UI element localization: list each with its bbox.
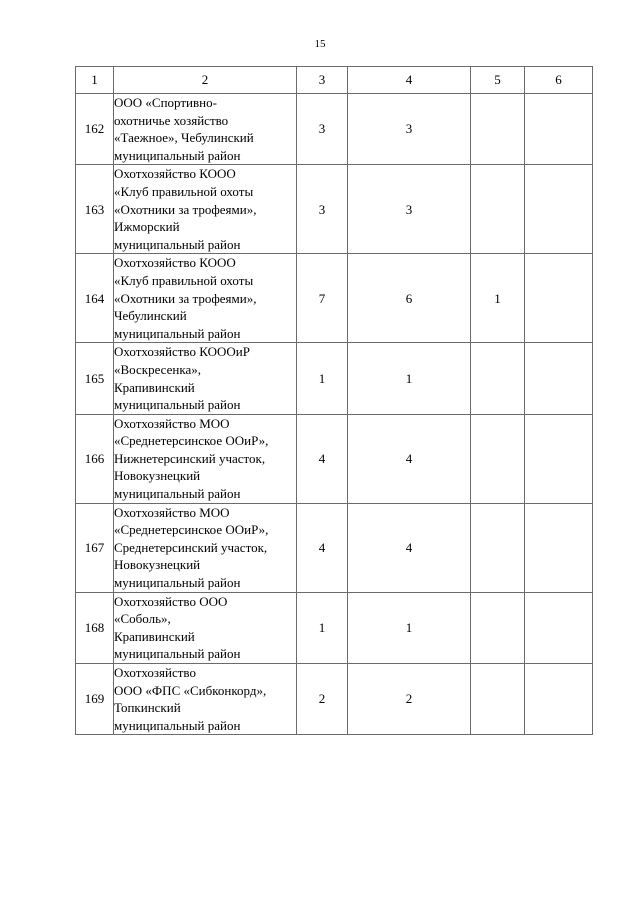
cell-col5 bbox=[471, 414, 525, 503]
cell-col3: 4 bbox=[297, 414, 348, 503]
table-row bbox=[76, 503, 593, 592]
row-number: 162 bbox=[76, 94, 114, 165]
row-number: 163 bbox=[76, 165, 114, 254]
farm-name: Охотхозяйство КОООиР «Воскресенка», Крапивинский муниципальный район bbox=[114, 343, 297, 414]
row-number: 169 bbox=[76, 664, 114, 735]
cell-col4: 6 bbox=[348, 254, 471, 343]
cell-col3: 1 bbox=[297, 343, 348, 414]
farm-name: Охотхозяйство КООО «Клуб правильной охоты «Охотники за трофеями», Чебулинский муниципальный район bbox=[114, 254, 297, 343]
cell-col5 bbox=[471, 664, 525, 735]
column-header: 4 bbox=[348, 67, 471, 94]
cell-col3: 3 bbox=[297, 94, 348, 165]
cell-col6 bbox=[525, 343, 593, 414]
cell-col3: 4 bbox=[297, 503, 348, 592]
row-number: 167 bbox=[76, 503, 114, 592]
cell-col3: 1 bbox=[297, 592, 348, 663]
cell-col6 bbox=[525, 503, 593, 592]
cell-col3: 2 bbox=[297, 664, 348, 735]
farm-name: Охотхозяйство МОО «Среднетерсинское ООиР», Нижнетерсинский участок, Новокузнецкий муниципальный район bbox=[114, 414, 297, 503]
farm-name: Охотхозяйство ООО «Соболь», Крапивинский муниципальный район bbox=[114, 592, 297, 663]
cell-col6 bbox=[525, 94, 593, 165]
cell-col5 bbox=[471, 165, 525, 254]
table-header-row bbox=[76, 67, 593, 94]
cell-col5 bbox=[471, 343, 525, 414]
cell-col4: 4 bbox=[348, 414, 471, 503]
cell-col5 bbox=[471, 592, 525, 663]
table-row bbox=[76, 254, 593, 343]
cell-col5 bbox=[471, 94, 525, 165]
hunting-farms-table bbox=[75, 66, 593, 735]
cell-col5 bbox=[471, 503, 525, 592]
farm-name: Охотхозяйство КООО «Клуб правильной охоты «Охотники за трофеями», Ижморский муниципальный район bbox=[114, 165, 297, 254]
column-header: 5 bbox=[471, 67, 525, 94]
cell-col6 bbox=[525, 414, 593, 503]
farm-name: Охотхозяйство ООО «ФПС «Сибконкорд», Топкинский муниципальный район bbox=[114, 664, 297, 735]
cell-col6 bbox=[525, 165, 593, 254]
table-row bbox=[76, 343, 593, 414]
cell-col6 bbox=[525, 592, 593, 663]
column-header: 2 bbox=[114, 67, 297, 94]
column-header: 3 bbox=[297, 67, 348, 94]
page-number: 15 bbox=[314, 38, 326, 50]
cell-col3: 7 bbox=[297, 254, 348, 343]
cell-col6 bbox=[525, 664, 593, 735]
table-row bbox=[76, 592, 593, 663]
column-header: 1 bbox=[76, 67, 114, 94]
cell-col4: 1 bbox=[348, 343, 471, 414]
table-row bbox=[76, 94, 593, 165]
cell-col4: 3 bbox=[348, 165, 471, 254]
farm-name: ООО «Спортивно- охотничье хозяйство «Таежное», Чебулинский муниципальный район bbox=[114, 94, 297, 165]
cell-col6 bbox=[525, 254, 593, 343]
table-row bbox=[76, 414, 593, 503]
cell-col3: 3 bbox=[297, 165, 348, 254]
cell-col4: 4 bbox=[348, 503, 471, 592]
farm-name: Охотхозяйство МОО «Среднетерсинское ООиР», Среднетерсинский участок, Новокузнецкий муниципальный район bbox=[114, 503, 297, 592]
row-number: 168 bbox=[76, 592, 114, 663]
table-row bbox=[76, 165, 593, 254]
cell-col4: 3 bbox=[348, 94, 471, 165]
row-number: 165 bbox=[76, 343, 114, 414]
column-header: 6 bbox=[525, 67, 593, 94]
row-number: 166 bbox=[76, 414, 114, 503]
cell-col4: 1 bbox=[348, 592, 471, 663]
cell-col4: 2 bbox=[348, 664, 471, 735]
cell-col5: 1 bbox=[471, 254, 525, 343]
row-number: 164 bbox=[76, 254, 114, 343]
table-row bbox=[76, 664, 593, 735]
